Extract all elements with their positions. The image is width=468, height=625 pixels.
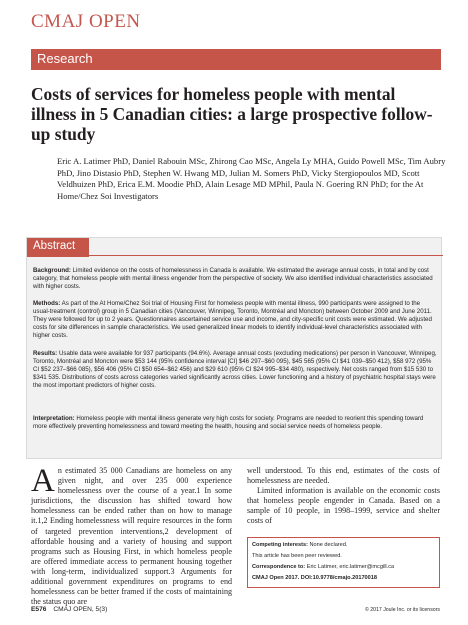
section-banner [31, 49, 441, 70]
journal-issue: CMAJ OPEN, 5(3) [53, 606, 108, 613]
section-label: Research [37, 51, 93, 66]
intro-paragraph [31, 463, 232, 607]
journal-name-cmaj: CMAJ [31, 11, 84, 32]
page-number: E576 [31, 606, 47, 613]
body-paragraph-1: well understood. To this end, estimates of the costs of homelessness are needed. [247, 466, 440, 486]
correspondence-text: Eric Latimer, eric.latimer@mcgill.ca [305, 564, 395, 570]
drop-cap: A [31, 463, 55, 499]
results-text: Usable data were available for 937 participants (94.6%). Average annual costs (excluding medications) per person in Vancouver, Winnipeg, Toronto, Montréal and Moncton were $53 144 (95% confidence interval [CI] $46 297–$60 095), $45 565 (95% CI $41 039–$50 412), $58 972 (95% CI $52 237–$66 085), $56 406 (95% CI $50 654–$62 456) and $29 610 (95% CI $24 995–$34 480), respectively. Net costs ranged from $15 530 to $341 535. Distributions of costs across categories varied significantly across cities. Lower functioning and a history of psychiatric hospital stays were the most important predictors of higher costs. [33, 350, 437, 389]
abstract-heading-tab [27, 238, 89, 257]
interpretation-label: Interpretation: [33, 415, 75, 422]
peer-review-note: This article has been peer reviewed. [252, 553, 342, 559]
competing-label: Competing interests: [252, 542, 308, 548]
intro-text: n estimated 35 000 Canadians are homeless on any given night, and over 235 000 experience homelessness over the course of a year.1 In some jurisdictions, the discussion has shifted toward how homelessness can be ended rather than on how to manage it.1,2 Ending homelessness will require resources in the form of targeted prevention interventions,2 development of affordable housing and a variety of housing and support programs such as Housing First, in which homeless people are offered immediate access to permanent housing together with long-term, individualized support.3 Arguments for additional government expenditures on programs to end homelessness can be better framed if the costs of maintaining the status quo are [31, 466, 232, 607]
abstract-results [33, 350, 437, 390]
interpretation-text: Homeless people with mental illness generate very high costs for society. Programs are needed to reorient this spending toward more effectively preventing homelessness and toward meeting the health, housing and social service needs of homeless people. [33, 415, 424, 430]
abstract-box [26, 237, 442, 459]
background-text: Limited evidence on the costs of homelessness in Canada is available. We estimated the average annual costs, in total and by cost category, that homeless people with mental illness engender from the perspective of society. We also identified individual characteristics associated with higher costs. [33, 267, 433, 290]
abstract-heading: Abstract [33, 240, 76, 252]
abstract-methods [33, 300, 437, 340]
body-column-right [247, 466, 440, 527]
background-label: Background: [33, 267, 71, 274]
results-label: Results: [33, 350, 58, 357]
citation: CMAJ Open 2017. DOI:10.9778/cmajo.20170018 [252, 575, 377, 581]
copyright-notice: © 2017 Joule Inc. or its licensors [364, 607, 440, 613]
article-info-box [247, 537, 440, 588]
journal-name-open: OPEN [88, 11, 141, 32]
abstract-divider [89, 255, 443, 256]
abstract-background [33, 267, 437, 291]
methods-text: As part of the At Home/Chez Soi trial of Housing First for homeless people with mental illness, 990 participants were assigned to the usual-treatment (control) group in 5 Canadian cities (Vancouver, Winnipeg, Toronto, Montréal and Moncton) between October 2009 and June 2011. They were followed for up to 2 years. Questionnaires ascertained service use and income, and city-specific unit costs were estimated. We adjusted costs for site differences in sample characteristics. We used generalized linear models to identify individual-level characteristics associated with higher costs. [33, 300, 432, 339]
methods-label: Methods: [33, 300, 61, 307]
body-paragraph-2: Limited information is available on the economic costs that homeless people engender in Canada. Based on a sample of 10 people, in 1998–1999, service and shelter costs of [247, 486, 440, 526]
competing-interests [252, 542, 347, 549]
correspondence [252, 564, 394, 571]
article-title: Costs of services for homeless people with mental illness in 5 Canadian cities: a large prospective follow-up study [31, 84, 433, 144]
page-footer [31, 606, 107, 613]
competing-text: None declared. [307, 542, 348, 548]
body-column-left [31, 463, 232, 607]
abstract-interpretation [33, 415, 437, 431]
author-list: Eric A. Latimer PhD, Daniel Rabouin MSc, Zhirong Cao MSc, Angela Ly MHA, Guido Powell MSc, Tim Aubry PhD, Jino Distasio PhD, Stephen W. Hwang MD, Julian M. Somers PhD, Vicky Stergiopoulos MD, Scott Veldhuizen PhD, Erica E.M. Moodie PhD, Alain Lesage MD MPhil, Paula N. Goering RN PhD; for the At Home/Chez Soi Investigators [57, 156, 446, 201]
journal-logo [31, 12, 141, 31]
correspondence-label: Correspondence to: [252, 564, 306, 570]
